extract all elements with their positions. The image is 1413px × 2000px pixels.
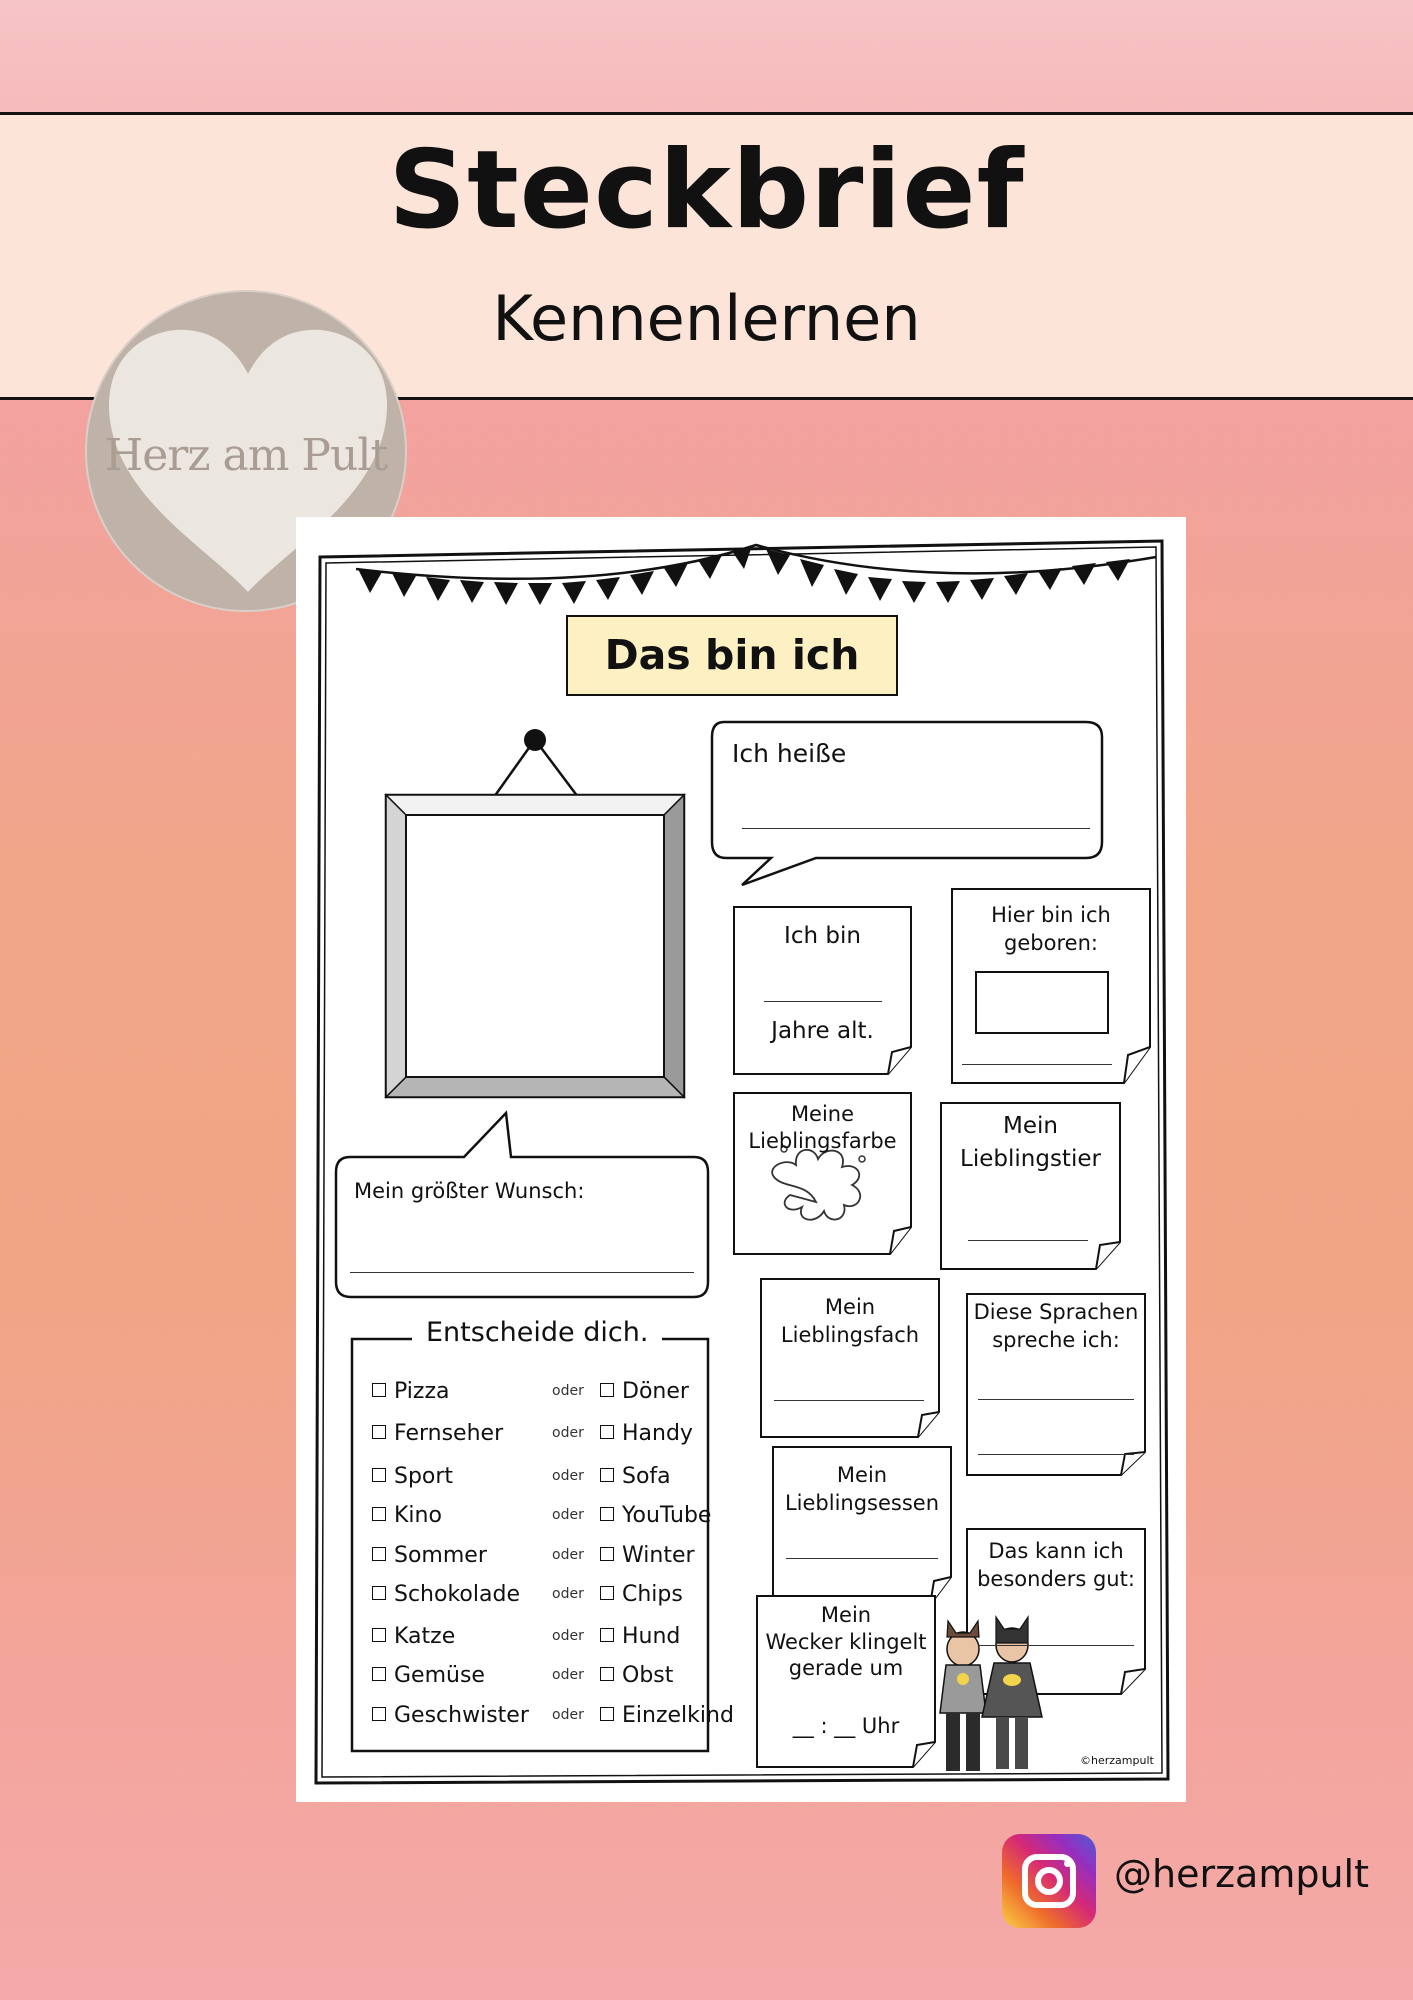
- wish-line: [350, 1272, 694, 1273]
- checkbox-icon[interactable]: [600, 1586, 614, 1600]
- alarm-label-2: Wecker klingelt: [765, 1630, 927, 1654]
- animal-label-2: Lieblingstier: [960, 1146, 1101, 1172]
- page-subtitle: Kennenlernen: [492, 282, 921, 355]
- color-label-2: Lieblingsfarbe: [748, 1129, 897, 1153]
- choice-row: [372, 1663, 702, 1695]
- choice-option-a[interactable]: Geschwister: [372, 1703, 529, 1728]
- worksheet-header: Das bin ich: [566, 615, 898, 696]
- wish-prompt: Mein größter Wunsch:: [354, 1179, 585, 1203]
- choice-row: [372, 1464, 702, 1496]
- choice-option-b[interactable]: Handy: [600, 1421, 693, 1446]
- checkbox-icon[interactable]: [372, 1628, 386, 1642]
- oder-label: oder: [552, 1547, 584, 1563]
- choice-option-a[interactable]: Sport: [372, 1464, 453, 1489]
- food-label-2: Lieblingsessen: [784, 1491, 940, 1515]
- choice-option-b[interactable]: Winter: [600, 1543, 695, 1568]
- oder-label: oder: [552, 1425, 584, 1441]
- oder-label: oder: [552, 1586, 584, 1602]
- oder-label: oder: [552, 1507, 584, 1523]
- checkbox-icon[interactable]: [372, 1383, 386, 1397]
- checkbox-icon[interactable]: [372, 1586, 386, 1600]
- oder-label: oder: [552, 1707, 584, 1723]
- checkbox-icon[interactable]: [372, 1425, 386, 1439]
- choice-option-a[interactable]: Pizza: [372, 1379, 449, 1404]
- alarm-label-3: gerade um: [788, 1656, 904, 1680]
- choice-option-b[interactable]: Einzelkind: [600, 1703, 734, 1728]
- oder-label: oder: [552, 1468, 584, 1484]
- animal-line: [968, 1240, 1088, 1241]
- food-label-1: Mein: [836, 1463, 888, 1487]
- oder-label: oder: [552, 1667, 584, 1683]
- checkbox-icon[interactable]: [600, 1425, 614, 1439]
- subject-label-2: Lieblingsfach: [780, 1323, 920, 1347]
- age-label-1: Ich bin: [784, 923, 861, 949]
- languages-label-2: spreche ich:: [992, 1328, 1120, 1352]
- copyright: ©herzampult: [1080, 1754, 1154, 1767]
- page-title: Steckbrief: [388, 128, 1025, 253]
- languages-line-2: [978, 1454, 1134, 1455]
- alarm-label-1: Mein: [820, 1603, 872, 1627]
- checkbox-icon[interactable]: [372, 1547, 386, 1561]
- languages-line-1: [978, 1399, 1134, 1400]
- languages-label-1: Diese Sprachen: [973, 1300, 1139, 1324]
- decide-box: [352, 1317, 734, 1751]
- choice-row: [372, 1421, 702, 1453]
- age-label-2: Jahre alt.: [771, 1018, 874, 1044]
- choice-option-a[interactable]: Fernseher: [372, 1421, 503, 1446]
- choice-option-b[interactable]: Sofa: [600, 1464, 671, 1489]
- choice-option-a[interactable]: Kino: [372, 1503, 442, 1528]
- instagram-icon[interactable]: [1002, 1834, 1096, 1928]
- choice-row: [372, 1379, 702, 1411]
- checkbox-icon[interactable]: [372, 1707, 386, 1721]
- oder-label: oder: [552, 1628, 584, 1644]
- logo-text: Herz am Pult: [104, 430, 388, 481]
- skills-label-2: besonders gut:: [977, 1567, 1135, 1591]
- instagram-handle[interactable]: @herzampult: [1114, 1852, 1369, 1896]
- checkbox-icon[interactable]: [600, 1383, 614, 1397]
- worksheet-preview: [296, 517, 1186, 1802]
- choice-row: [372, 1503, 712, 1535]
- color-label-1: Meine: [790, 1102, 855, 1126]
- name-prompt: Ich heiße: [732, 739, 847, 768]
- checkbox-icon[interactable]: [600, 1667, 614, 1681]
- name-line: [742, 828, 1090, 829]
- skills-label-1: Das kann ich: [988, 1539, 1124, 1563]
- choice-row: [372, 1624, 702, 1656]
- oder-label: oder: [552, 1383, 584, 1399]
- food-line: [786, 1558, 938, 1559]
- checkbox-icon[interactable]: [372, 1667, 386, 1681]
- birthplace-line: [962, 1064, 1112, 1065]
- choice-option-b[interactable]: Döner: [600, 1379, 689, 1404]
- choice-option-a[interactable]: Schokolade: [372, 1582, 520, 1607]
- choice-option-b[interactable]: Chips: [600, 1582, 683, 1607]
- choice-option-b[interactable]: YouTube: [600, 1503, 711, 1528]
- animal-label-1: Mein: [1003, 1113, 1058, 1139]
- choice-option-a[interactable]: Gemüse: [372, 1663, 485, 1688]
- checkbox-icon[interactable]: [600, 1628, 614, 1642]
- choice-row: [372, 1543, 702, 1575]
- checkbox-icon[interactable]: [372, 1507, 386, 1521]
- skills-line: [978, 1645, 1134, 1646]
- choice-row: [372, 1703, 734, 1735]
- age-line: [764, 1001, 882, 1002]
- choice-option-b[interactable]: Obst: [600, 1663, 673, 1688]
- choice-row: [372, 1582, 702, 1614]
- decide-title: Entscheide dich.: [412, 1317, 662, 1348]
- checkbox-icon[interactable]: [372, 1468, 386, 1482]
- subject-label-1: Mein: [824, 1295, 876, 1319]
- choice-option-a[interactable]: Katze: [372, 1624, 455, 1649]
- checkbox-icon[interactable]: [600, 1707, 614, 1721]
- choice-option-b[interactable]: Hund: [600, 1624, 680, 1649]
- birthplace-label-1: Hier bin ich: [991, 903, 1111, 927]
- alarm-time: __ : __ Uhr: [792, 1714, 900, 1738]
- checkbox-icon[interactable]: [600, 1547, 614, 1561]
- birthplace-label-2: geboren:: [1004, 931, 1098, 955]
- checkbox-icon[interactable]: [600, 1468, 614, 1482]
- choice-option-a[interactable]: Sommer: [372, 1543, 487, 1568]
- checkbox-icon[interactable]: [600, 1507, 614, 1521]
- subject-line: [774, 1400, 924, 1401]
